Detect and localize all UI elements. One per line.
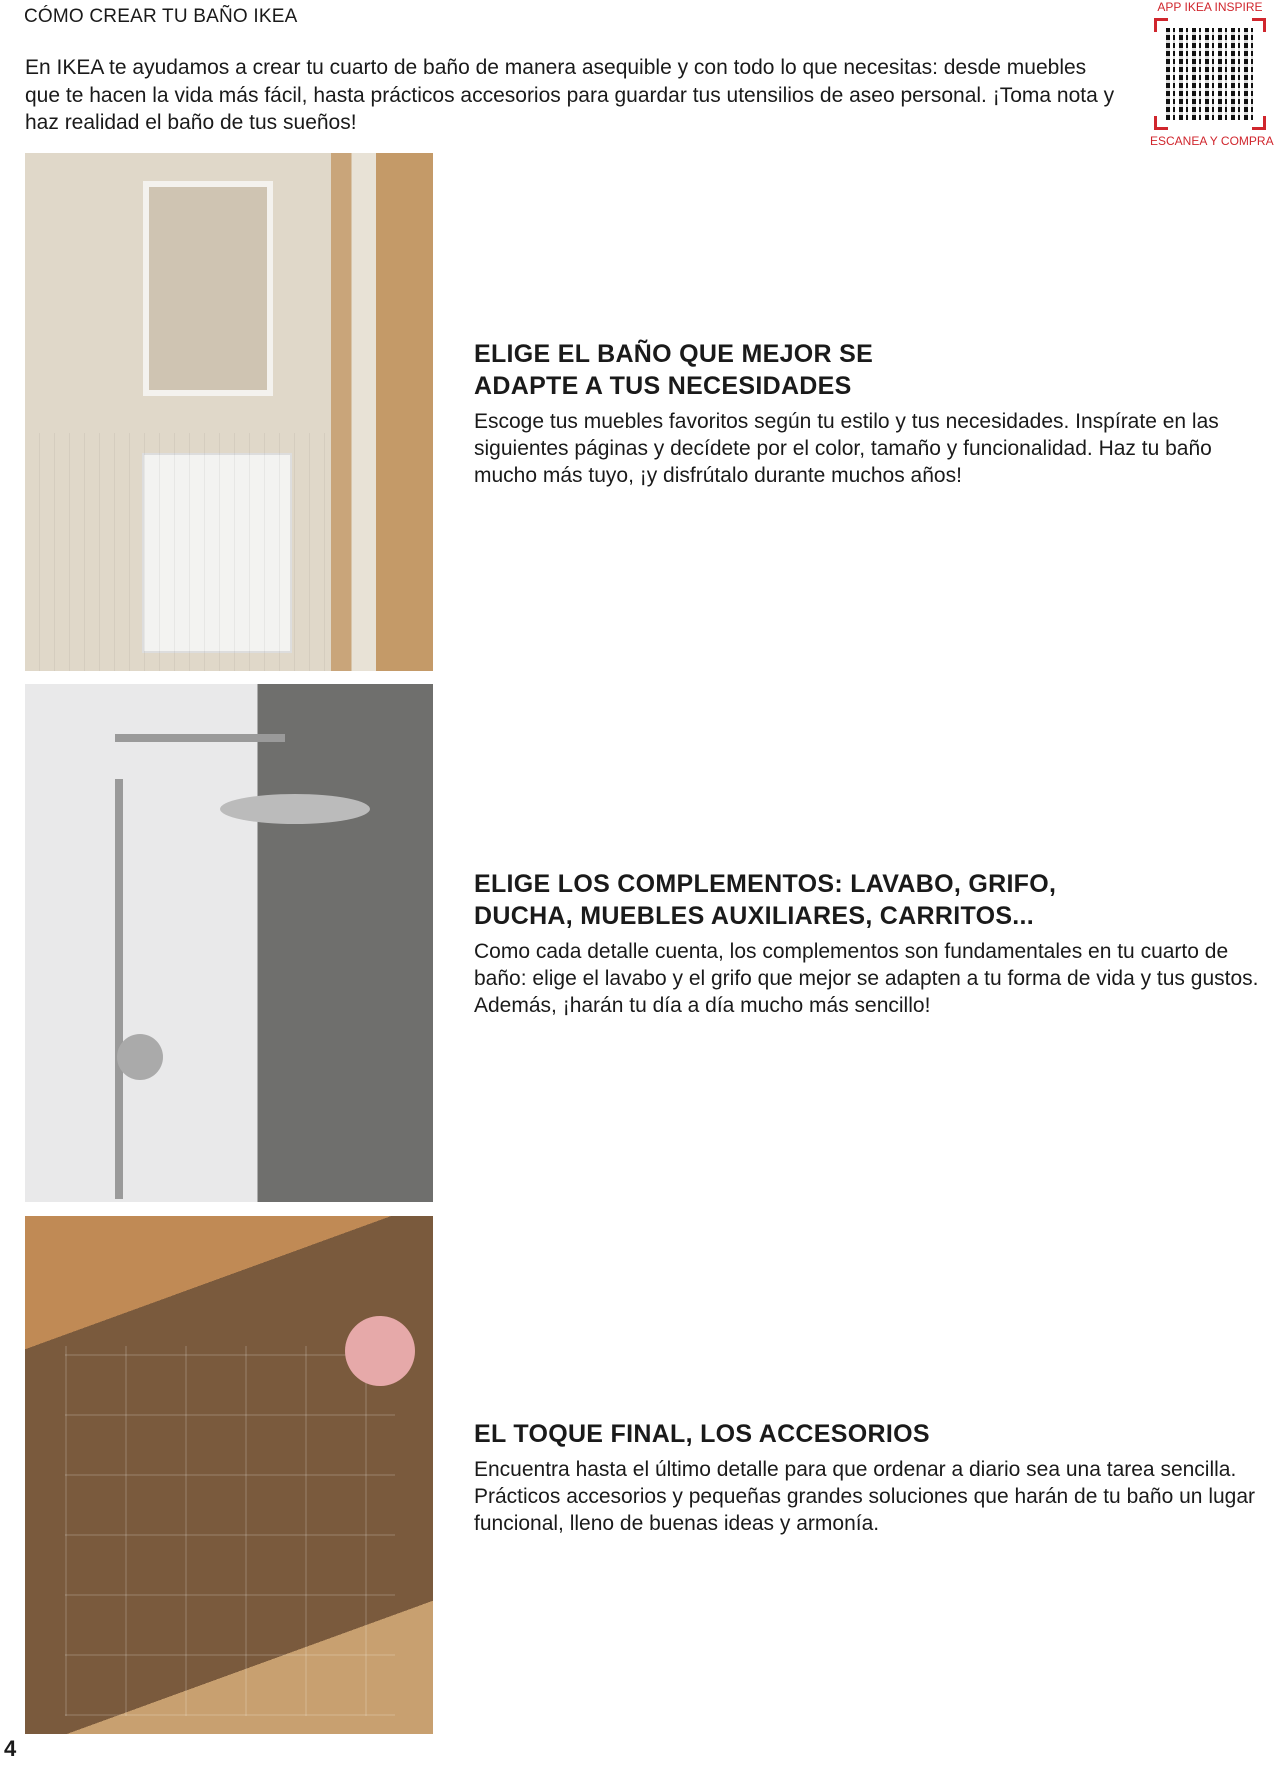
section-body-complements: Como cada detalle cuenta, los complementos son fundamentales en tu cuarto de baño: elige el lavabo y el grifo que mejor se adapten a tu forma de vida y tus gustos. Además, ¡harán tu día a día mucho más sencillo! [474,940,1259,1017]
page-title: CÓMO CREAR TU BAÑO IKEA [24,6,298,27]
qr-code-icon [1154,18,1266,130]
page-number: 4 [4,1736,17,1761]
section-body-bathroom: Escoge tus muebles favoritos según tu estilo y tus necesidades. Inspírate en las siguientes páginas y decídete por el color, tamaño y funcionalidad. Haz tu baño mucho más tuyo, ¡y disfrútalo durante muchos años! [474,410,1219,487]
section-heading-complements: ELIGE LOS COMPLEMENTOS: LAVABO, GRIFO, DUCHA, MUEBLES AUXILIARES, CARRITOS... [474,870,1057,930]
section-bathroom [474,338,1264,489]
section-heading-bathroom: ELIGE EL BAÑO QUE MEJOR SE ADAPTE A TUS NECESIDADES [474,340,874,400]
section-heading-accessories: EL TOQUE FINAL, LOS ACCESORIOS [474,1420,930,1448]
section-accessories [474,1418,1264,1537]
intro-text: En IKEA te ayudamos a crear tu cuarto de baño de manera asequible y con todo lo que necesitas: desde muebles que te hacen la vida más fácil, hasta prácticos accesorios para guardar tus utensilios de aseo personal. ¡Toma nota y haz realidad el baño de tus sueños! [25,56,1115,134]
section-body-accessories: Encuentra hasta el último detalle para que ordenar a diario sea una tarea sencilla. Prácticos accesorios y pequeñas grandes soluciones que harán de tu baño un lugar funcional, lleno de buenas ideas y armonía. [474,1458,1256,1535]
bathroom-cabinet-photo [25,153,433,671]
qr-bottom-label: ESCANEA Y COMPRA [1150,134,1274,148]
section-complements [474,868,1264,1019]
qr-top-label: APP IKEA INSPIRE [1157,0,1263,14]
shower-photo [25,684,433,1202]
drawer-organizer-photo [25,1216,433,1734]
qr-block[interactable] [1150,0,1274,150]
